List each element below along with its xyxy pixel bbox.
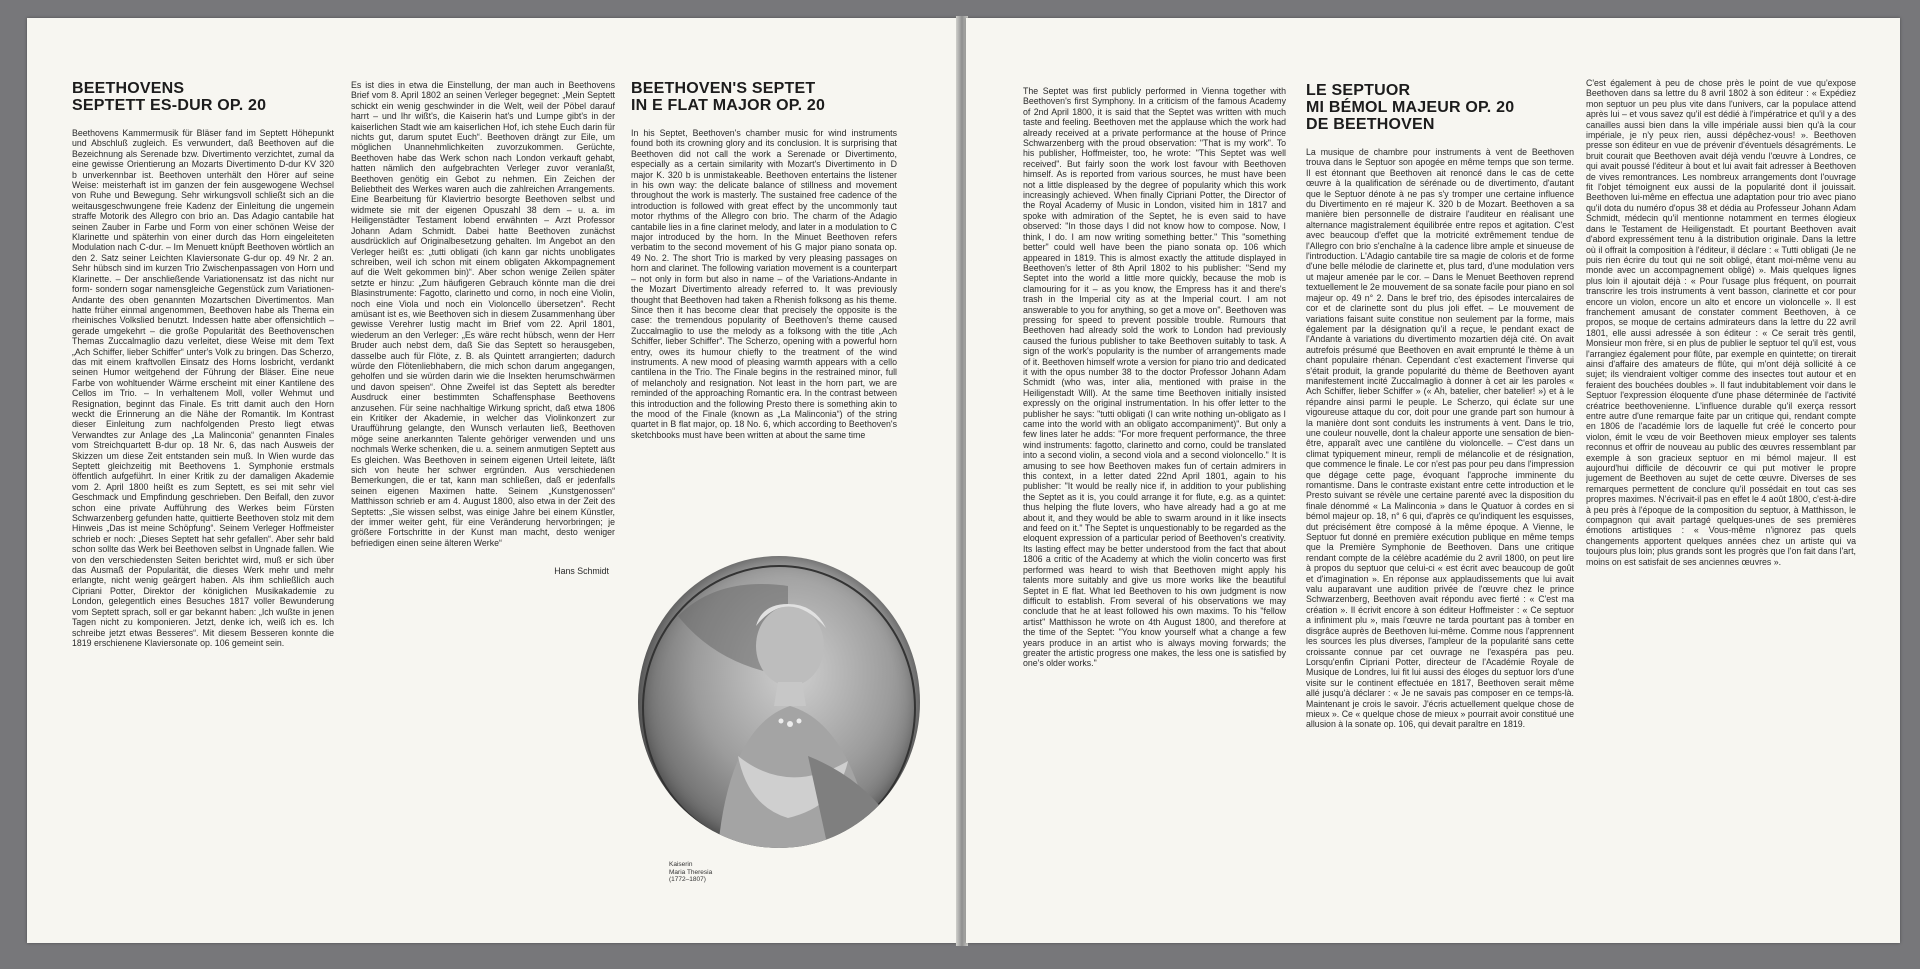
french-title-line-2: MI BÉMOL MAJEUR OP. 20 [1306, 99, 1515, 116]
french-title-line-1: LE SEPTUOR [1306, 82, 1411, 99]
portrait-illustration [638, 556, 920, 848]
english-title-line-2: IN E FLAT MAJOR OP. 20 [631, 97, 826, 114]
caption-line-1: Kaiserin [669, 861, 693, 868]
english-title-line-1: BEETHOVEN'S SEPTET [631, 80, 816, 97]
french-title-line-3: DE BEETHOVEN [1306, 116, 1435, 133]
caption-line-3: (1772–1807) [669, 876, 706, 883]
german-title [72, 80, 334, 114]
german-title-line-2: SEPTETT ES-DUR OP. 20 [72, 97, 267, 114]
french-title [1306, 82, 1574, 133]
french-body-1: La musique de chambre pour instruments à vent de Beethoven trouva dans le Septuor son apogée en même temps que son terme. Il est étonnant que Beethoven ait renoncé dans le cas de cette œuvre à la qualification de sérénade ou de divertimento, d'autant que le Septuor dénote à ne pas s'y tromper une certaine influence du Divertimento en ré majeur K. 320 b de Mozart. Beethoven a sa manière bien personnelle de distraire l'auditeur en réalisant une alternance magistralement équilibrée entre repos et agitation. C'est avec beaucoup d'effet que la motricité extrêmement tendue de l'Allegro con brio s'enchaîne à la cadence libre ample et sinueuse de l'introduction. L'Adagio cantabile tire sa magie de coloris et de forme d'une belle mélodie de clarinette et, plus tard, d'une modulation vers ut majeur amenée par le cor. – Dans le Menuet Beethoven reprend textuellement le 2e mouvement de sa sonate facile pour piano en sol majeur op. 49 n° 2. Dans le bref trio, des épisodes intercalaires de cor et de clarinette sont du plus joli effet. – Le mouvement de variations faisant suite constitue non seulement par la forme, mais également par la désignation qu'il a reçue, le pendant exact de l'Andante à variations du divertimento mozartien déjà cité. On avait autrefois présumé que Beethoven en avait emprunté le thème à un chant populaire rhénan. Cependant c'est exactement l'inverse qui s'était produit, la grande popularité du thème de Beethoven ayant manifestement incité Zuccalmaglio à donner à cet air les paroles « Ach Schiffer, lieber Schiffer » (« Ah, batelier, cher batelier! ») et à le répandre ainsi parmi le peuple. Le Scherzo, qui éclate sur une vigoureuse attaque du cor, doit pour une grande part son humour à la manière dont sont conduits les instruments à vent. Dans le trio, une couleur nouvelle, dont la chaleur apporte une sensation de bien-être, apparaît avec une cantilène du violoncelle. – C'est dans un climat typiquement mineur, rempli de mélancolie et de résignation, que commence le finale. Le cor n'est pas pour peu dans l'impression que dégage cette page, évoquant l'approche imminente du romantisme. Dans le contraste existant entre cette introduction et le Presto suivant se révèle une certaine parenté avec la disposition du finale dénommé « La Malinconia » dans le Quatuor à cordes en si bémol majeur op. 18, n° 6 qui, d'après ce qu'indiquent les esquisses, dut précisément être composé à la même époque. A Vienne, le Septuor fut donné en première exécution publique en même temps que la Première Symphonie de Beethoven. Dans une critique rendant compte de la célèbre académie du 2 avril 1800, on peut lire à propos du septuor que celui-ci « est écrit avec beaucoup de goût et d'imagination ». En réponse aux applaudissements que lui avait valu auparavant une audition privée de l'œuvre chez le prince Schwarzenberg, Beethoven avait répondu avec fierté : « C'est ma création ». Il écrivit encore à son éditeur Hoffmeister : « Ce septuor a infiniment plu », mais l'œuvre ne tarda pourtant pas à tomber en disgrâce auprès de Beethoven lui-même. Comme nous l'apprennent les sources les plus diverses, l'ampleur de la popularité sans cette croissante connue par cet ouvrage ne l'exaspéra pas peu. Lorsqu'enfin Cipriani Potter, directeur de l'Académie Royale de Musique de Londres, lui fit lui aussi des éloges du septuor lors d'une visite sur le continent effectuée en 1817, Beethoven serait même allé jusqu'à déclarer : « Je ne savais pas composer en ce temps-là. Maintenant je crois le savoir. J'écris actuellement quelque chose de mieux ». Ce « quelque chose de mieux » pourrait avoir constitué une allusion à la sonate op. 106, qui devait paraître en 1819. [1306, 147, 1574, 730]
german-body-2: Es ist dies in etwa die Einstellung, der man auch in Beethovens Brief vom 8. April 1802 an seinen Verleger begegnet: „Mein Septett schickt ein wenig geschwinder in die Welt, weil der Pöbel darauf harrt – und Ihr wißt's, die Kaiserin hat's und Lumpe gibt's in der kaiserlichen Stadt wie am kaiserlichen Hof, ich stehe Euch darin für nichts gut, darum sputet Euch“. Beethoven drängt zur Eile, um möglichen Unannehmlichkeiten zuvorzukommen. Gerüchte, Beethoven habe das Werk schon nach London verkauft gehabt, hatten nämlich den aufgebrachten Verleger zuvor veranlaßt, Beethoven genötig ein Gebot zu nehmen. Ein Zeichen der Beliebtheit des Werkes waren auch die zahlreichen Arrangements. Eine Bearbeitung für Klaviertrio besorgte Beethoven selbst und widmete sie mit der eigenen Opuszahl 38 dem – u. a. im Heiligenstädter Testament lobend erwähnten – Arzt Professor Johann Adam Schmidt. Dabei hatte Beethoven zunächst ausdrücklich auf Originalbesetzung gehalten. Im Angebot an den Verleger heißt es: „tutti obligati (ich kann gar nichts unobligates schreiben, weil ich schon mit einem obligaten Akkompagnement auf die Welt gekommen bin)“. Aber schon wenige Zeilen später setzte er hinzu: „Zum häufigeren Gebrauch könnte man die drei Blasinstrumente: Fagotto, clarinetto und corno, in noch eine Violin, noch eine Viola und noch ein Violoncello übersetzen“. Recht amüsant ist es, wie Beethoven sich in diesem Zusammenhang über gewisse Verehrer lustig macht im Brief vom 22. April 1801, wiederum an den Verleger: „Es wäre recht hübsch, wenn der Herr Bruder auch nebst dem, daß Sie das Septett so herausgeben, dasselbe auch für Flöte, z. B. als Quintett arrangierten; dadurch würde den Flötenliebhabern, die mich schon darum angegangen, geholfen und sie würden darin wie die Insekten herumschwärmen und davon speisen“. Ohne Zweifel ist das Septett als beredter Ausdruck einer bestimmten Schaffensphase Beethovens anzusehen. Für seine nachhaltige Wirkung spricht, daß etwa 1806 ein Kritiker der Akademie, in welcher das Violinkonzert zur Uraufführung gelangte, den Wunsch verlauten ließ, Beethoven möge seine anerkannten Talente gehöriger verwenden und uns nochmals Werke schenken, die u. a. seinem anmutigen Septett aus Es gleichen. Was Beethoven in seinem eigenen Urteil leitete, läßt sich von heute her schwer ergründen. Aus verschiedenen Bemerkungen, die er tat, kann man schließen, daß er jedenfalls seinen eigenen Maximen hatte. Seinem „Kunstgenossen“ Matthisson schrieb er am 4. August 1800, also etwa in der Zeit des Septetts: „Sie wissen selbst, was einige Jahre bei einem Künstler, der immer weiter geht, für eine Veränderung hervorbringen; je größere Fortschritte in der Kunst man macht, desto weniger befriedigen einen seine älteren Werke“ [351, 80, 615, 548]
french-column-2 [1586, 78, 1856, 738]
german-title-line-1: BEETHOVENS [72, 80, 185, 97]
portrait-caption [669, 861, 712, 884]
english-column [631, 80, 897, 550]
signature: Hans Schmidt [554, 566, 609, 577]
english-title [631, 80, 897, 114]
german-column-2 [351, 80, 615, 940]
english-continued-column [1023, 86, 1286, 871]
right-page [966, 18, 1900, 943]
left-page [27, 18, 957, 943]
english-body: In his Septet, Beethoven's chamber music for wind instruments found both its crowning glory and its conclusion. It is surprising that Beethoven did not call the work a Serenade or Divertimento, especially as a certain similarity with Mozart's Divertimento in D major K. 320 b is unmistakeable. Beethoven entertains the listener in his own way: the delicate balance of stillness and movement throughout the work is masterly. The sustained free cadence of the introduction is followed with great effect by the uncommonly taut motor rhythms of the Allegro con brio. The charm of the Adagio cantabile lies in a fine clarinet melody, and later in a modulation to C major introduced by the horn. In the Minuet Beethoven refers verbatim to the second movement of his G major piano sonata op. 49 No. 2. The short Trio is marked by very pleasing passages on horn and clarinet. The following variation movement is a counterpart – not only in form but also in name – of the Variations-Andante in the Mozart Divertimento already referred to. It was previously thought that Beethoven had taken a Rhenish folksong as his theme. Since then it has become clear that precisely the opposite is the case: the tremendous popularity of Beethoven's theme caused Zuccalmaglio to use the melody as a folksong with the title „Ach Schiffer, lieber Schiffer“. The Scherzo, opening with a powerful horn entry, owes its humour chiefly to the treatment of the wind instruments. A new mood of pleasing warmth appears with a cello cantilena in the Trio. The Finale begins in the restrained minor, full of melancholy and resignation. Not least in the horn part, we are reminded of the approaching Romantic era. In the contrast between this introduction and the following Presto there is something akin to the mood of the Finale (known as „La Malinconia“) of the string quartet in B flat major, op. 18 No. 6, which according to Beethoven's sketchbooks must have been written at about the same time [631, 128, 897, 440]
german-column-1 [72, 80, 334, 870]
german-body-1: Beethovens Kammermusik für Bläser fand im Septett Höhepunkt und Abschluß zugleich. Es verwundert, daß Beethoven auf die Bezeichnung als Serenade bzw. Divertimento verzichtet, zumal da eine gewisse Orientierung an Mozarts Divertimento D-dur KV 320 b unverkennbar ist. Beethoven unterhält den Hörer auf seine Weise: meisterhaft ist im ganzen der fein ausgewogene Wechsel von Ruhe und Bewegung. Sehr wirkungsvoll schließt sich an die weitausgeschwungene freie Kadenz der Einleitung die ungemein straffe Motorik des Allegro con brio an. Das Adagio cantabile hat seinen Zauber in Farbe und Form von einer schönen Weise der Klarinette und späterhin von einer durch das Horn eingeleiteten Modulation nach C-dur. – Im Menuett knüpft Beethoven wörtlich an den 2. Satz seiner Leichten Klaviersonate G-dur op. 49 Nr. 2 an. Sehr hübsch sind im kurzen Trio Zwischenpassagen von Horn und Klarinette. – Der anschließende Variationensatz ist das nicht nur form- sondern sogar namensgleiche Gegenstück zum Variationen-Andante des oben genannten Mozartschen Divertimentos. Man hatte früher einmal angenommen, Beethoven habe als Thema ein rheinisches Volkslied benutzt. Indessen hatte aber offensichtlich – gerade umgekehrt – die große Popularität des Beethovenschen Themas Zuccalmaglio dazu verleitet, diese Weise mit dem Text „Ach Schiffer, lieber Schiffer“ unter's Volk zu bringen. Das Scherzo, das mit einem kraftvollen Einsatz des Horns losbricht, verdankt seinen Humor weitgehend der Führung der Bläser. Eine neue Farbe von wohltuender Wärme erscheint mit einer Kantilene des Cellos im Trio. – In verhaltenem Moll, voller Wehmut und Resignation, beginnt das Finale. Es tritt damit auch den Horn weckt die Erinnerung an die Nähe der Romantik. Im Kontrast dieser Einleitung zum nachfolgenden Presto liegt etwas Verwandtes zur Anlage des „La Malinconia“ genannten Finales vom Streichquartett B-dur op. 18 Nr. 6, das nach Ausweis der Skizzen um diese Zeit entstanden sein muß. In Wien wurde das Septett gleichzeitig mit Beethovens 1. Symphonie erstmals öffentlich aufgeführt. In einer Kritik zu der damaligen Akademie vom 2. April 1800 heißt es zum Septett, es sei mit sehr viel Geschmack und Empfindung geschrieben. Den Beifall, den zuvor schon eine private Aufführung des Werkes beim Fürsten Schwarzenberg gefunden hatte, quittierte Beethoven stolz mit dem Hinweis „Das ist meine Schöpfung“. Seinem Verleger Hoffmeister schrieb er noch: „Dieses Septett hat sehr gefallen“. Aber sehr bald schon sollte das Werk bei Beethoven selbst in Ungnade fallen. Wie von den verschiedensten Seiten berichtet wird, muß er sich über das Ausmaß der Popularität, die dieses Werk mehr und mehr erlangte, nicht wenig geärgert haben. Als ihm schließlich auch Cipriani Potter, Direktor der königlichen Musikakademie zu London, gelegentlich eines Besuches 1817 voller Bewunderung vom Septett sprach, soll er gar bekannt haben: „Ich wußte in jenen Tagen nicht zu komponieren. Jetzt, denke ich, weiß ich es. Ich schreibe jetzt etwas Besseres“. Mit diesem Besseren konnte die 1819 erschienene Klaviersonate op. 106 gemeint sein. [72, 128, 334, 648]
french-column-1 [1306, 82, 1574, 943]
caption-line-2: Maria Theresia [669, 868, 713, 876]
french-body-2: C'est également à peu de chose près le point de vue qu'expose Beethoven dans sa lettre du 8 avril 1802 à son éditeur : « Expédiez mon septuor un peu plus vite dans l'univers, car la populace attend après lui – et vous savez qu'il est dédié à l'impératrice et qu'il y a des canailles aussi bien dans la ville impériale aussi bien qu'à la cour impériale, je n'y peux rien, aussi dépêchez-vous! ». Beethoven presse son éditeur en vue de prévenir d'éventuels désagréments. Le bruit courait que Beethoven avait déjà vendu l'œuvre à Londres, ce qui avait poussé l'éditeur à bout et lui avait fait adresser à Beethoven de vives remontrances. Les nombreux arrangements dont l'ouvrage fit l'objet témoignent eux aussi de la popularité dont il jouissait. Beethoven lui-même en effectua une adaptation pour trio avec piano qu'il dota du numéro d'opus 38 et dédia au Professeur Johann Adam Schmidt, médecin qu'il mentionne notamment en termes élogieux dans le Testament de Heiligenstadt. Et pourtant Beethoven avait d'abord expressément tenu à la distribution originale. Dans la lettre où il offrait la composition à l'éditeur, il déclare : « Tutti obligati (Je ne puis rien écrire du tout qui ne soit obligé, étant moi-même venu au monde avec un accompagnement obligé) ». Mais quelques lignes plus loin il ajoutait déjà : « Pour l'usage plus fréquent, on pourrait transcrire les trois instruments à vent basson, clarinette et cor pour encore un violon, encore un alto et encore un violoncelle ». Il est franchement amusant de constater comment Beethoven, à ce propos, se moque de certains admirateurs dans la lettre du 22 avril 1801, elle aussi adressée à son éditeur : « Ce serait très gentil, Monsieur mon frère, si en plus de publier le septuor tel qu'il est, vous l'arrangiez également pour flûte, par exemple en quintette; on tirerait ainsi d'affaire des amateurs de flûte, qui m'ont déjà sollicité à ce sujet; ils viendraient voltiger comme des insectes tout autour et en feraient des bouchées doubles ». Il faut indubitablement voir dans le Septuor l'expression éloquente d'une phase déterminée de l'activité créatrice beethovenienne. L'influence durable qu'il exerça ressort entre autre d'une remarque faite par un critique qui, rendant compte en 1806 de l'académie lors de laquelle fut créé le concerto pour violon, émit le vœu de voir Beethoven mieux employer ses talents reconnus et offrir de nouveau au public des œuvres ressemblant par exemple à son gracieux septuor en mi bémol majeur. Il est aujourd'hui difficile de découvrir ce qui put motiver le propre jugement de Beethoven au sujet de cette œuvre. Diverses de ses remarques permettent de conclure qu'il possédait en tout cas ses propres maximes. N'écrivait-il pas en effet le 4 août 1800, c'est-à-dire à peu près à l'époque de la composition du septuor, à Matthisson, le compagnon qui avait partagé quelques-unes de ses premières émotions artistiques : « Vous-même n'ignorez pas quels changements apportent quelques années chez un artiste qui va toujours plus loin; plus grands sont les progrès que l'on fait dans l'art, moins on est satisfait de ses anciennes œuvres ». [1586, 78, 1856, 567]
portrait-medallion [638, 556, 920, 848]
english-continued-body: The Septet was first publicly performed in Vienna together with Beethoven's first Symphony. In a criticism of the famous Academy of 2nd April 1800, it is said that the Septet was written with much taste and feeling. Beethoven met the applause which the work had already received at a private performance at the house of Prince Schwarzenberg with the proud observation: "That is my work". To his publisher, Hoffmeister, too, he wrote: "This Septet was well received". But fairly soon the work lost favour with Beethoven himself. As is reported from various sources, he must have been not a little displeased by the degree of popularity which this work increasingly achieved. When finally Cipriani Potter, the Director of the Royal Academy of Music in London, visited him in 1817 and spoke with admiration of the Septet, he is even said to have observed: "In those days I did not know how to compose. Now, I think, I do. I am now writing something better." This "something better" could well have been the piano sonata op. 106 which appeared in 1819. This is almost exactly the attitude displayed in Beethoven's letter of 8th April 1802 to his publisher: "Send my Septet into the world a little more quickly, because the mob is clamouring for it – as you know, the Empress has it and there's trash in the Imperial city as at the Imperial court. I am not answerable to you for anything, so get a move on". Beethoven was pressing for speed to prevent possible trouble. Rumours that Beethoven had already sold the work to London had previously caused the furious publisher to take Beethoven suitably to task. A sign of the work's popularity is the number of arrangements made of it. Beethoven himself wrote a version for piano trio and dedicated it with the opus number 38 to the doctor Professor Johann Adam Schmidt (who was, inter alia, mentioned with praise in the Heiligenstadt Will). At the same time Beethoven initially insisted expressly on the original instrumentation. In his offer letter to the publisher he says: "tutti obligati (I can write nothing un-obligato as I came into the world with an obligato accompaniment)". But only a few lines later he adds: "For more frequent performance, the three wind instruments: fagotto, clarinetto and corno, could be translated into a second violin, a second viola and a second violoncello." It is amusing to see how Beethoven makes fun of certain admirers in this context, in a letter dated 22nd April 1801, again to his publisher: "It would be really nice if, in addition to your publishing the Septet as it is, you could arrange it for flute, e.g. as a quintet: thus helping the flute lovers, who have already had a go at me about it, and they would be able to swarm around in it like insects and feed on it." The Septet is unquestionably to be regarded as the eloquent expression of a particular period of Beethoven's creativity. Its lasting effect may be better understood from the fact that about 1806 a critic of the Academy at which the violin concerto was first performed was heard to wish that Beethoven might apply his talents more suitably and give us more works like the beautiful Septet in E flat. What led Beethoven to his own judgment is now difficult to establish. From several of his observations we may conclude that he at least followed his own maxims. To his "fellow artist" Matthisson he wrote on 4th August 1800, and therefore at the time of the Septet: "You know yourself what a change a few years produce in an artist who is always moving forwards; the greater the artistic progress one makes, the less one is satisfied by one's older works." [1023, 86, 1286, 669]
